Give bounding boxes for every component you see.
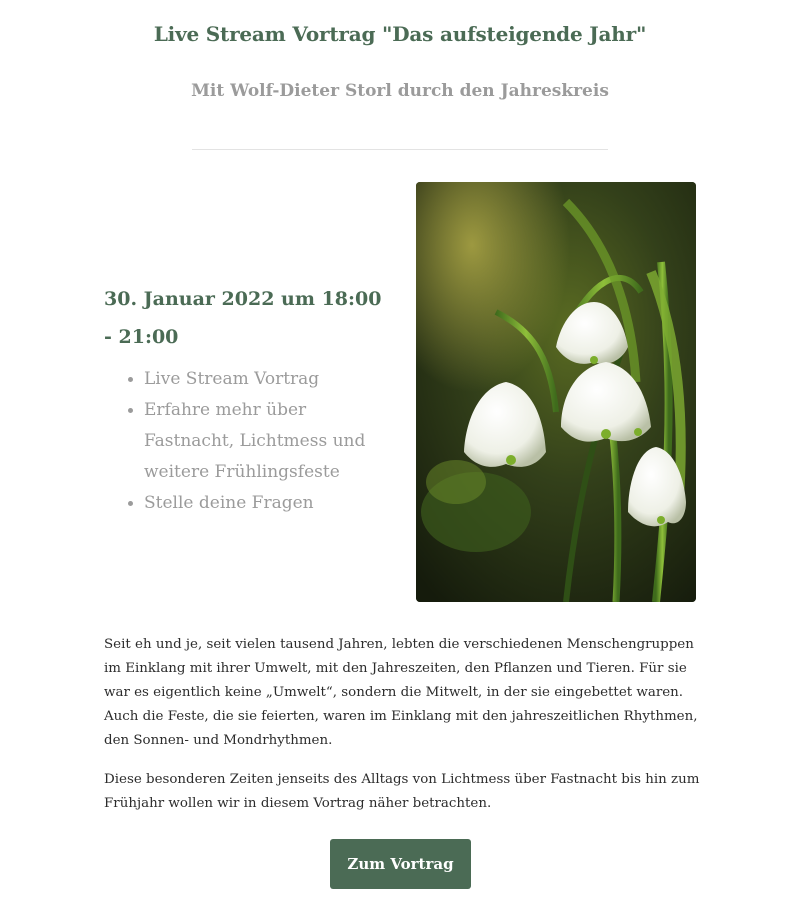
zum-vortrag-button[interactable]: Zum Vortrag [330, 839, 471, 889]
page-subtitle: Mit Wolf-Dieter Storl durch den Jahreskreis [191, 81, 609, 101]
divider [192, 149, 608, 150]
event-date: 30. Januar 2022 um 18:00 - 21:00 [104, 288, 382, 348]
list-item: • Stelle deine Fragen [144, 488, 384, 519]
list-item: • Erfahre mehr über Fastnacht, Lichtmess und weitere Frühlingsfeste [144, 395, 384, 488]
description-paragraph: Diese besonderen Zeiten jenseits des Alltags von Lichtmess über Fastnacht bis hin zum Frühjahr wollen wir in diesem Vortrag näher betrachten. [104, 772, 700, 811]
list-item: • Live Stream Vortrag [144, 364, 384, 395]
page-title: Live Stream Vortrag "Das aufsteigende Jahr" [153, 22, 647, 46]
description-paragraph: Seit eh und je, seit vielen tausend Jahren, lebten die verschiedenen Menschengruppen im Einklang mit ihrer Umwelt, mit den Jahreszeiten, den Pflanzen und Tieren. Für sie war es eigentlich keine „Umwelt“, sondern die Mitwelt, in der sie eingebettet waren. Auch die Feste, die sie feierten, waren im Einklang mit den jahreszeitlichen Rhythmen, den Sonnen- und Mondrhythmen. [104, 637, 698, 748]
snowdrop-flowers-image [416, 182, 696, 602]
event-feature-list [104, 364, 384, 519]
